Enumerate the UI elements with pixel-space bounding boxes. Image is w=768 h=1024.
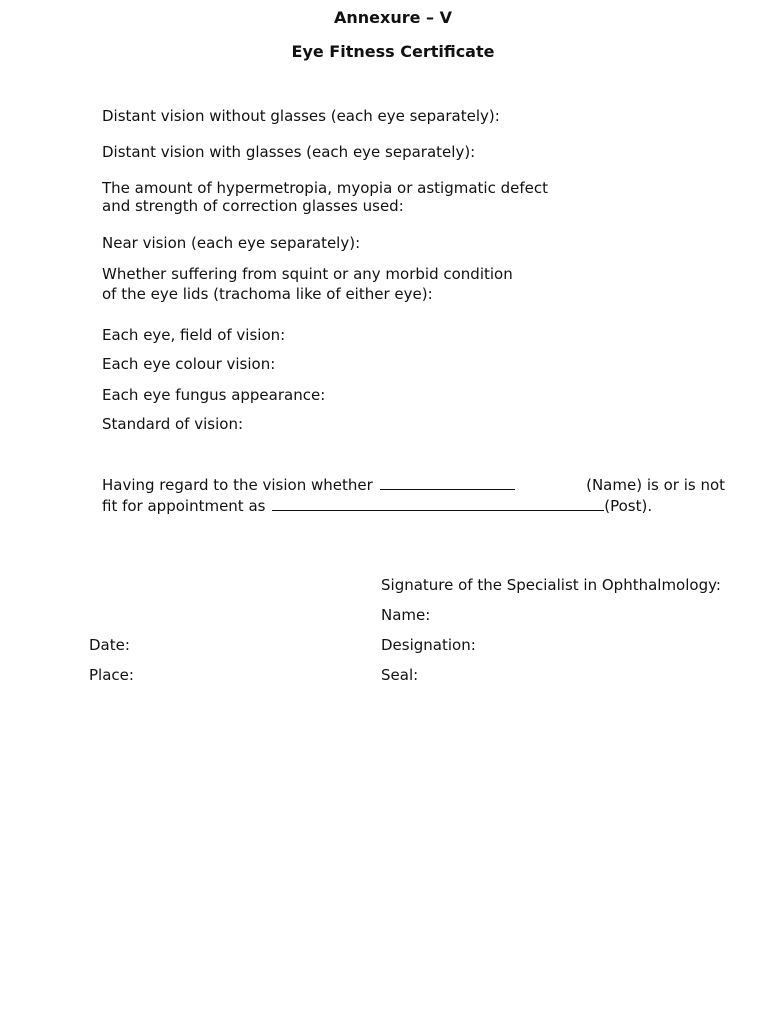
specialist-name-label: Name: (381, 606, 431, 624)
field-standard-of-vision: Standard of vision: (102, 415, 243, 433)
field-squint-line2: of the eye lids (trachoma like of either eye): (102, 285, 433, 303)
statement-line1-prefix: Having regard to the vision whether (102, 476, 373, 494)
certificate-title: Eye Fitness Certificate (291, 42, 495, 61)
statement-line-2 (102, 498, 652, 514)
field-field-of-vision: Each eye, field of vision: (102, 326, 286, 344)
post-blank-line[interactable] (272, 498, 604, 511)
field-fungus-appearance: Each eye fungus appearance: (102, 386, 326, 404)
date-label: Date: (89, 636, 130, 654)
annexure-heading: Annexure – V (334, 8, 452, 27)
field-distant-vision-without-glasses: Distant vision without glasses (each eye separately): (102, 107, 500, 125)
statement-line2-prefix: fit for appointment as (102, 497, 266, 515)
designation-label: Designation: (381, 636, 476, 654)
field-squint-line1: Whether suffering from squint or any morbid condition (102, 265, 513, 283)
name-blank-line[interactable] (380, 477, 515, 490)
field-colour-vision: Each eye colour vision: (102, 355, 276, 373)
field-distant-vision-with-glasses: Distant vision with glasses (each eye separately): (102, 143, 476, 161)
field-refractive-defect-line2: and strength of correction glasses used: (102, 197, 404, 215)
statement-line2-suffix: (Post). (604, 497, 653, 515)
field-near-vision: Near vision (each eye separately): (102, 234, 361, 252)
field-refractive-defect-line1: The amount of hypermetropia, myopia or astigmatic defect (102, 179, 548, 197)
statement-line-1 (102, 477, 725, 493)
seal-label: Seal: (381, 666, 419, 684)
statement-line1-suffix: (Name) is or is not (586, 476, 726, 494)
signature-label: Signature of the Specialist in Ophthalmology: (381, 576, 721, 594)
place-label: Place: (89, 666, 134, 684)
